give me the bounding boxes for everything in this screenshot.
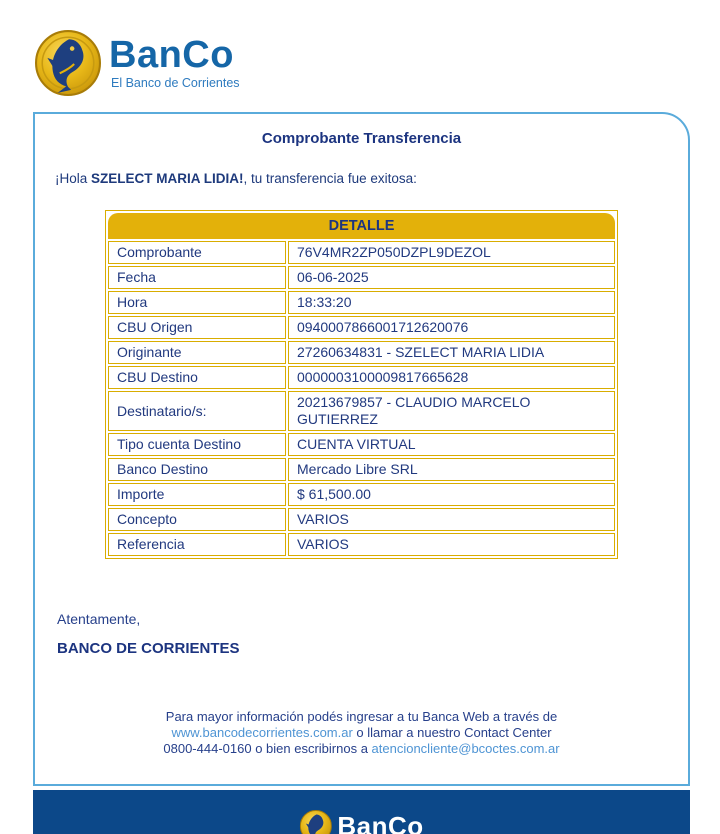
- row-label: Destinatario/s:: [108, 391, 286, 431]
- footer-bar-logo: [299, 810, 423, 834]
- row-label: Concepto: [108, 508, 286, 531]
- banco-header-logo: [35, 30, 240, 96]
- footer-info: [35, 709, 688, 757]
- row-label: Referencia: [108, 533, 286, 556]
- table-row: [108, 391, 615, 431]
- table-header-cell: DETALLE: [108, 213, 615, 239]
- row-label: CBU Origen: [108, 316, 286, 339]
- closing-text: Atentamente,: [57, 611, 141, 627]
- brand-tagline: El Banco de Corrientes: [111, 76, 240, 90]
- row-label: Comprobante: [108, 241, 286, 264]
- row-value: 18:33:20: [288, 291, 615, 314]
- row-value: CUENTA VIRTUAL: [288, 433, 615, 456]
- footer-line2: o llamar a nuestro Contact Center: [352, 725, 552, 740]
- detail-table: [105, 210, 618, 559]
- greeting-name: SZELECT MARIA LIDIA!: [91, 171, 244, 186]
- row-value: 27260634831 - SZELECT MARIA LIDIA: [288, 341, 615, 364]
- row-label: Tipo cuenta Destino: [108, 433, 286, 456]
- row-label: CBU Destino: [108, 366, 286, 389]
- footer-bar: [33, 790, 690, 834]
- table-row: [108, 341, 615, 364]
- receipt-title: Comprobante Transferencia: [261, 130, 462, 147]
- row-label: Originante: [108, 341, 286, 364]
- row-value: $ 61,500.00: [288, 483, 615, 506]
- row-value: 0940007866001712620076: [288, 316, 615, 339]
- row-value: 0000003100009817665628: [288, 366, 615, 389]
- table-row: [108, 266, 615, 289]
- table-row: [108, 458, 615, 481]
- row-value: VARIOS: [288, 533, 615, 556]
- table-row: [108, 433, 615, 456]
- row-label: Fecha: [108, 266, 286, 289]
- signature-text: BANCO DE CORRIENTES: [57, 640, 240, 657]
- row-value: Mercado Libre SRL: [288, 458, 615, 481]
- greeting-suffix: , tu transferencia fue exitosa:: [243, 171, 417, 186]
- row-value: 06-06-2025: [288, 266, 615, 289]
- row-label: Importe: [108, 483, 286, 506]
- row-value: 76V4MR2ZP050DZPL9DEZOL: [288, 241, 615, 264]
- table-header-row: [108, 213, 615, 239]
- email-link[interactable]: atencioncliente@bcoctes.com.ar: [371, 741, 560, 756]
- footer-line1: Para mayor información podés ingresar a tu Banca Web a través de: [165, 709, 558, 724]
- table-row: [108, 533, 615, 556]
- banco-fish-coin-icon: [299, 810, 331, 834]
- table-row: [108, 483, 615, 506]
- row-label: Hora: [108, 291, 286, 314]
- table-row: [108, 508, 615, 531]
- detail-table-body: [108, 213, 615, 556]
- brand-wordmark: BanCo: [109, 34, 234, 76]
- greeting-prefix: ¡Hola: [55, 171, 92, 186]
- table-row: [108, 241, 615, 264]
- table-row: [108, 366, 615, 389]
- footer-line3: 0800-444-0160 o bien escribirnos a: [163, 741, 372, 756]
- greeting-line: [55, 171, 668, 186]
- row-label: Banco Destino: [108, 458, 286, 481]
- footer-brand-wordmark: BanCo: [337, 810, 424, 834]
- table-row: [108, 291, 615, 314]
- website-link[interactable]: www.bancodecorrientes.com.ar: [171, 725, 353, 740]
- banco-fish-coin-icon: [35, 30, 101, 96]
- row-value: 20213679857 - CLAUDIO MARCELO GUTIERREZ: [288, 391, 615, 431]
- table-row: [108, 316, 615, 339]
- receipt-card: [33, 112, 690, 786]
- row-value: VARIOS: [288, 508, 615, 531]
